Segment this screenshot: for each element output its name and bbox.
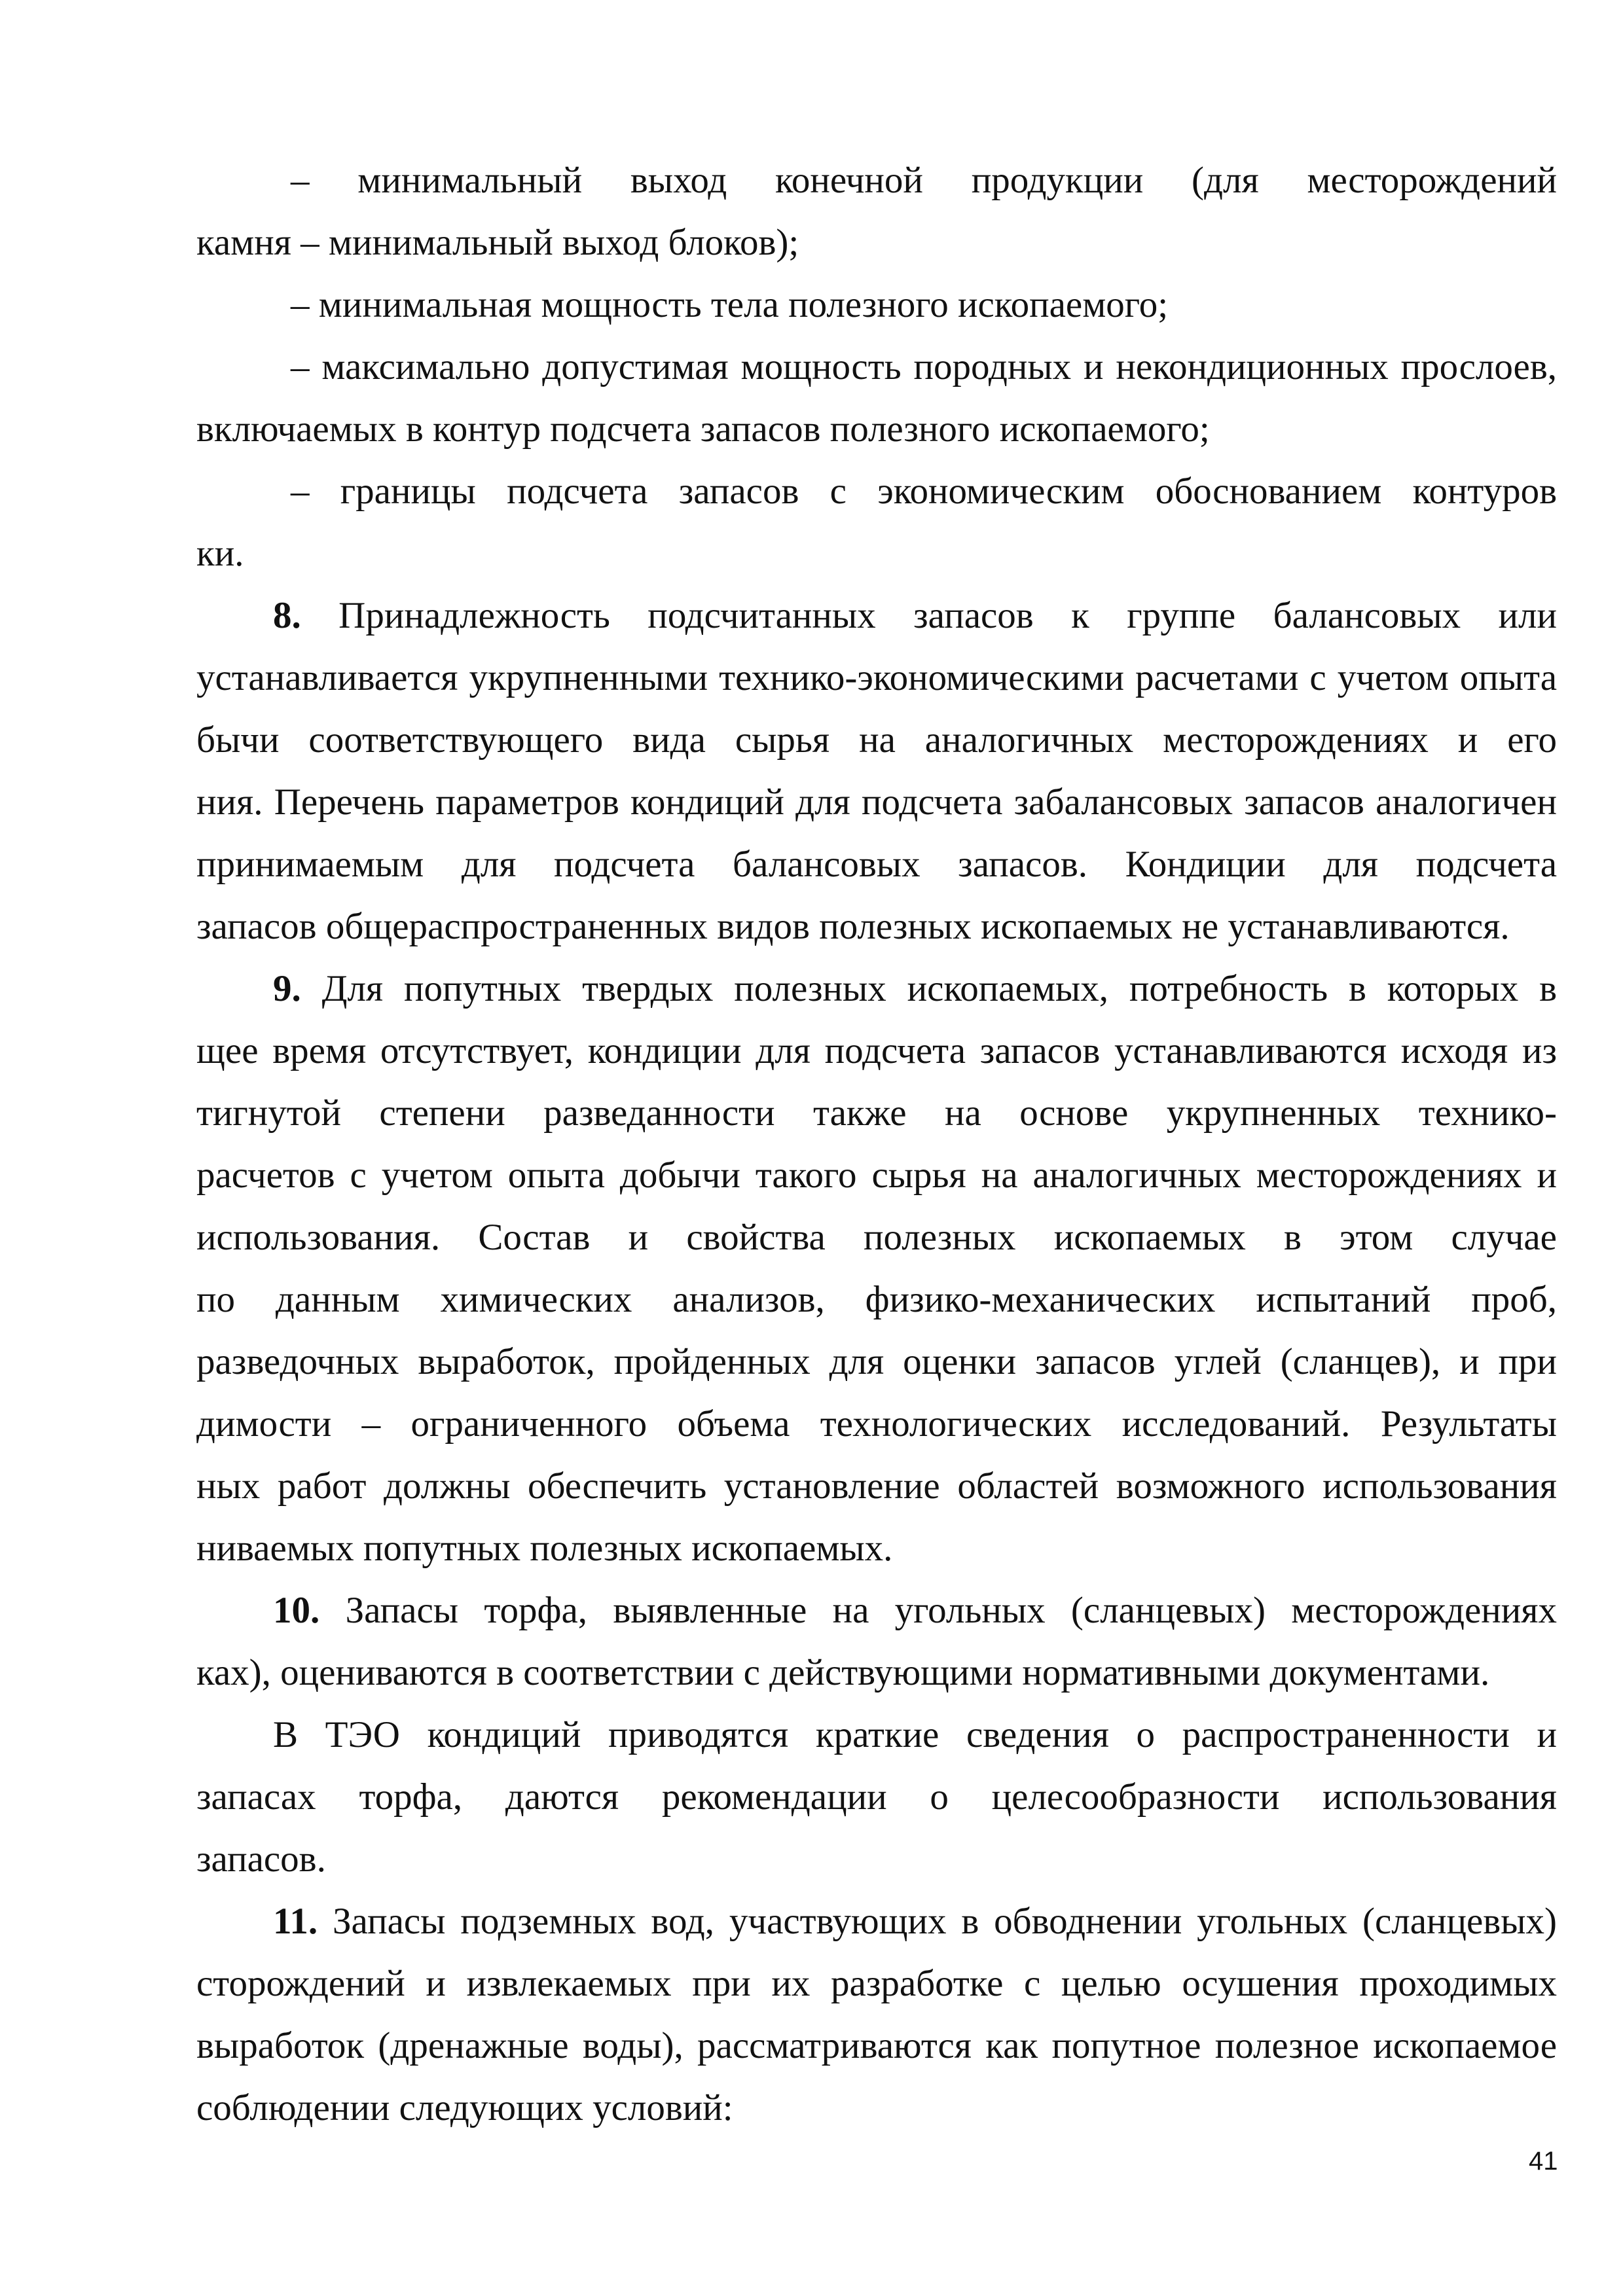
text-line: – границы подсчета запасов с экономическим обоснованием контуров: [291, 471, 1557, 512]
list-item: [196, 460, 1557, 584]
paragraph-10: [196, 1579, 1557, 1704]
text-line: – максимально допустимая мощность породных и некондиционных прослоев,: [291, 346, 1557, 387]
list-item: [196, 274, 1557, 336]
text-line: запасов общераспространенных видов полезных ископаемых не устанавливаются.: [196, 906, 1510, 947]
page-number: 41: [1529, 2147, 1558, 2176]
paragraph-11: [196, 1890, 1557, 2139]
text-line-content: Запасы торфа, выявленные на угольных (сланцевых) месторождениях: [345, 1590, 1557, 1631]
text-line: ных работ должны обеспечить установление областей возможного использования: [196, 1465, 1557, 1507]
text-line: камня – минимальный выход блоков);: [196, 222, 799, 263]
text-line: использования. Состав и свойства полезных ископаемых в этом случае: [196, 1217, 1557, 1258]
text-line: ки.: [196, 533, 244, 574]
text-line: [196, 1890, 1557, 1952]
text-line-content: Принадлежность подсчитанных запасов к группе балансовых или: [338, 595, 1557, 636]
text-line: тигнутой степени разведанности также на основе укрупненных технико-: [196, 1092, 1557, 1134]
paragraph-9: [196, 958, 1557, 1579]
list-item: [196, 336, 1557, 460]
paragraph-number: 9.: [273, 968, 301, 1009]
text-line: сторождений и извлекаемых при их разработке с целью осушения проходимых: [196, 1963, 1557, 2004]
paragraph-number: 10.: [273, 1590, 320, 1631]
paragraph-number: 11.: [273, 1901, 318, 1942]
text-line-content: Для попутных твердых полезных ископаемых, потребность в которых в: [321, 968, 1557, 1009]
text-line: расчетов с учетом опыта добычи такого сырья на аналогичных месторождениях и: [196, 1155, 1557, 1196]
text-line: разведочных выработок, пройденных для оценки запасов углей (сланцев), и при: [196, 1341, 1557, 1382]
text-line: бычи соответствующего вида сырья на аналогичных месторождениях и его: [196, 719, 1557, 761]
paragraph-8: [196, 584, 1557, 958]
paragraph: [196, 1704, 1557, 1890]
text-line: В ТЭО кондиций приводятся краткие сведения о распространенности и: [273, 1714, 1557, 1755]
text-line: ния. Перечень параметров кондиций для подсчета забалансовых запасов аналогичен: [196, 781, 1557, 823]
text-line: принимаемым для подсчета балансовых запасов. Кондиции для подсчета: [196, 844, 1557, 885]
text-line: устанавливается укрупненными технико-экономическими расчетами с учетом опыта: [196, 657, 1557, 698]
paragraph-number: 8.: [273, 595, 301, 636]
text-line: – минимальный выход конечной продукции (для месторождений: [291, 160, 1557, 201]
document-body: [196, 149, 1557, 2139]
text-line: ках), оцениваются в соответствии с действующими нормативными документами.: [196, 1652, 1490, 1693]
text-line: запасах торфа, даются рекомендации о целесообразности использования: [196, 1776, 1557, 1818]
text-line: включаемых в контур подсчета запасов полезного ископаемого;: [196, 408, 1210, 450]
list-item: [196, 149, 1557, 274]
text-line: [196, 1579, 1557, 1641]
text-line: – минимальная мощность тела полезного ископаемого;: [291, 284, 1169, 325]
text-line: запасов.: [196, 1839, 326, 1880]
text-line-content: Запасы подземных вод, участвующих в обводнении угольных (сланцевых): [332, 1901, 1557, 1942]
text-line: ниваемых попутных полезных ископаемых.: [196, 1528, 893, 1569]
text-line: [196, 584, 1557, 647]
text-line: [196, 958, 1557, 1020]
text-line: димости – ограниченного объема технологических исследований. Результаты: [196, 1403, 1557, 1444]
text-line: соблюдении следующих условий:: [196, 2087, 733, 2128]
text-line: по данным химических анализов, физико-механических испытаний проб,: [196, 1279, 1557, 1320]
text-line: щее время отсутствует, кондиции для подсчета запасов устанавливаются исходя из: [196, 1030, 1557, 1071]
text-line: выработок (дренажные воды), рассматриваются как попутное полезное ископаемое: [196, 2025, 1557, 2066]
